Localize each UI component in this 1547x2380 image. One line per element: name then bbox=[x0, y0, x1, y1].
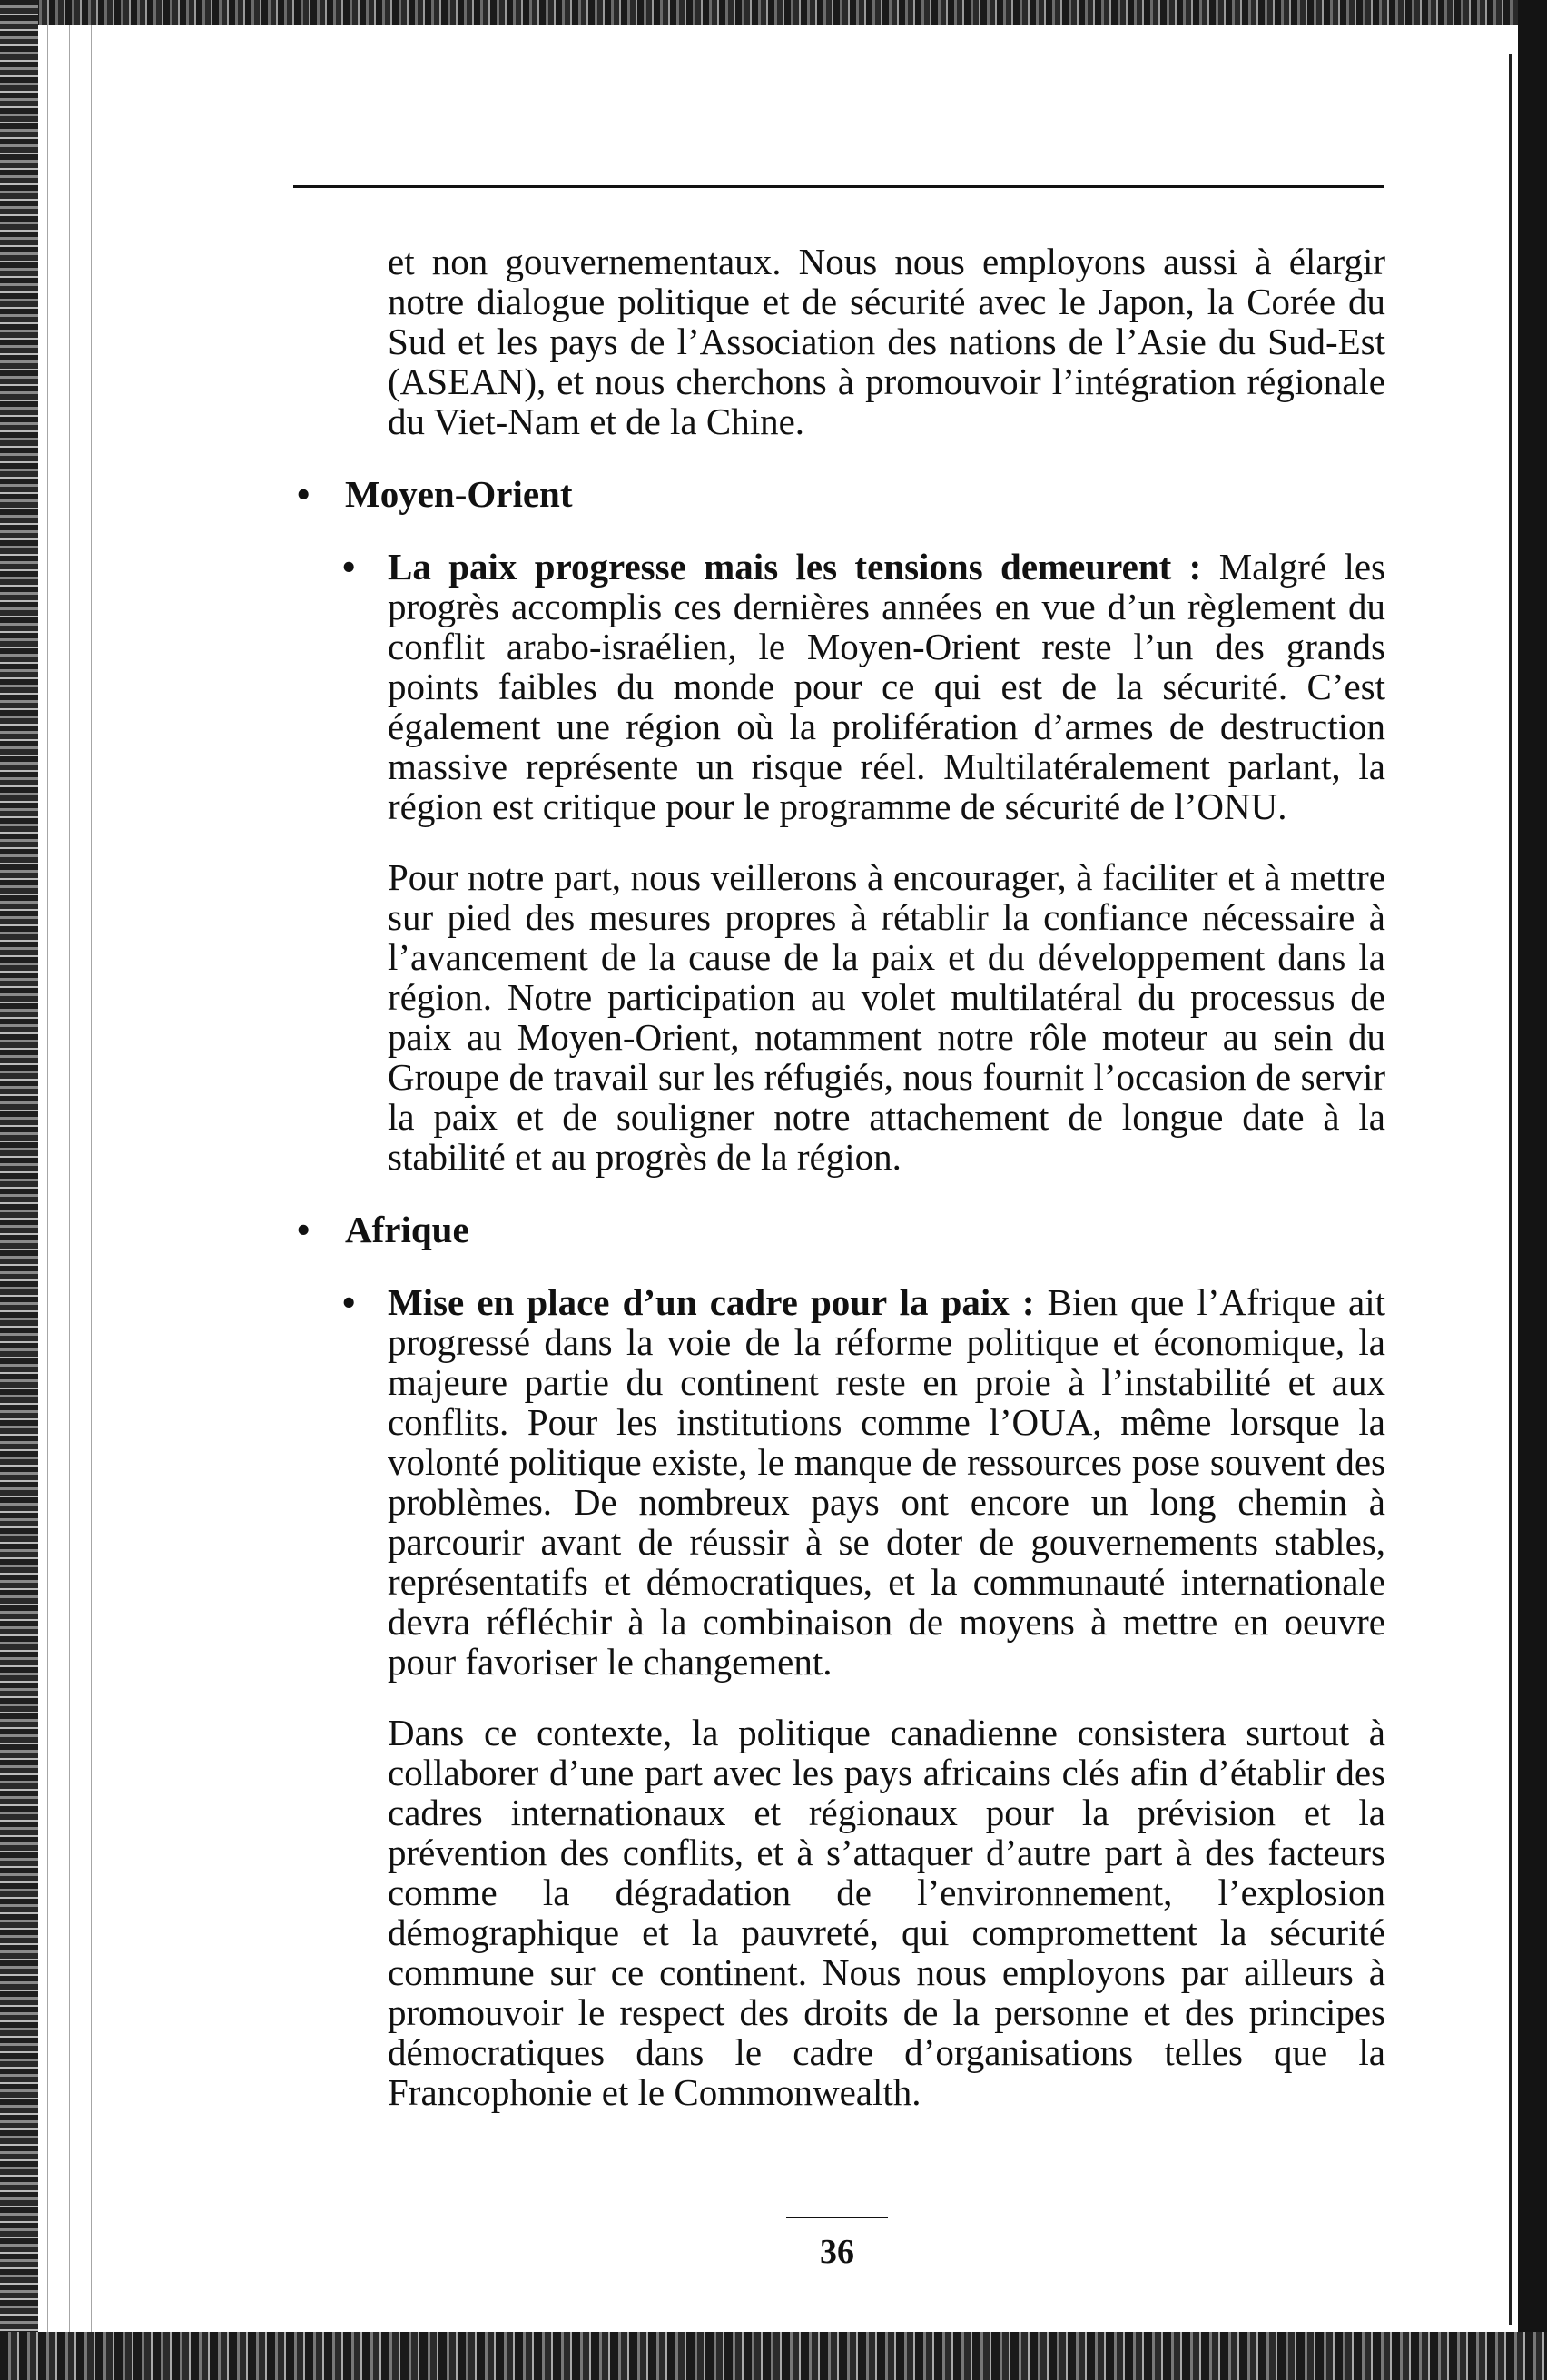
page-number: 36 bbox=[820, 2233, 854, 2271]
scan-border-bottom bbox=[0, 2332, 1547, 2380]
item-text: Bien que l’Afrique ait progressé dans la voie de la réforme politique et économique, la majeure partie du continent reste en proie à l’instabilité et aux conflits. Pour les institutions comme l’OUA, même lorsque la volonté politique existe, le manque de ressources pose souvent des problèmes. De nombreux pays ont encore un long chemin à parcourir avant de réussir à se doter de gouvernements stables, représentatifs et démocratiques, et la communauté internationale devra réfléchir à la combinaison de moyens à mettre en oeuvre pour favoriser le changement. bbox=[388, 1281, 1385, 1683]
bullet-icon: • bbox=[342, 546, 356, 588]
section-heading-moyen-orient bbox=[292, 474, 1385, 514]
item-text: Malgré les progrès accomplis ces dernières années en vue d’un règlement du conflit arabo-israélien, le Moyen-Orient reste l’un des grands points faibles du monde pour ce qui est de la sécurité. C’est également une région où la prolifération d’armes de destruction massive représente un risque réel. Multilatéralement parlant, la région est critique pour le programme de sécurité de l’ONU. bbox=[388, 546, 1385, 827]
section-heading-text: Afrique bbox=[345, 1209, 469, 1250]
bullet-icon: • bbox=[297, 1209, 310, 1250]
scan-border-left bbox=[0, 0, 38, 2380]
page-number-rule bbox=[786, 2217, 888, 2218]
section-heading-text: Moyen-Orient bbox=[345, 473, 573, 515]
section-heading-afrique bbox=[292, 1210, 1385, 1249]
book-binding-shadow bbox=[38, 25, 120, 2332]
list-item-paix-progresse bbox=[342, 546, 1385, 827]
follow-paragraph-moyen-orient: Pour notre part, nous veillerons à encourager, à faciliter et à mettre sur pied des mesures propres à rétablir la confiance nécessaire à l’avancement de la cause de la paix et du développement dans la région. Notre participation au volet multilatéral du processus de paix au Moyen-Orient, notamment notre rôle moteur au sein du Groupe de travail sur les réfugiés, nous fournit l’occasion de servir la paix et de souligner notre attachement de longue date à la stabilité et au progrès de la région. bbox=[388, 856, 1385, 1178]
page-body bbox=[292, 242, 1385, 2112]
scan-border-right bbox=[1518, 0, 1547, 2380]
item-paragraph bbox=[388, 547, 1385, 826]
bullet-icon: • bbox=[297, 473, 310, 515]
bullet-icon: • bbox=[342, 1281, 356, 1323]
header-rule bbox=[293, 185, 1384, 188]
follow-paragraph-afrique: Dans ce contexte, la politique canadienne consistera surtout à collaborer d’une part avec les pays africains clés afin d’établir des cadres internationaux et régionaux pour la prévision et la prévention des conflits, et à s’attaquer d’autre part à des facteurs comme la dégradation de l’environnement, l’explosion démographique et la pauvreté, qui compromettent la sécurité commune sur ce continent. Nous nous employons par ailleurs à promouvoir le respect des droits de la personne et des principes démocratiques dans le cadre d’organisations telles que la Francophonie et le Commonwealth. bbox=[388, 1712, 1385, 2113]
list-item-cadre-paix bbox=[342, 1281, 1385, 1683]
item-title: Mise en place d’un cadre pour la paix : bbox=[388, 1281, 1035, 1323]
page-edge-line bbox=[1509, 54, 1512, 2325]
intro-paragraph: et non gouvernementaux. Nous nous employons aussi à élargir notre dialogue politique et de sécurité avec le Japon, la Corée du Sud et les pays de l’Association des nations de l’Asie du Sud-Est (ASEAN), et nous cherchons à promouvoir l’intégration régionale du Viet-Nam et de la Chine. bbox=[388, 241, 1385, 442]
scan-border-top bbox=[0, 0, 1547, 25]
item-title: La paix progresse mais les tensions demeurent : bbox=[388, 546, 1202, 588]
item-paragraph bbox=[388, 1282, 1385, 1682]
